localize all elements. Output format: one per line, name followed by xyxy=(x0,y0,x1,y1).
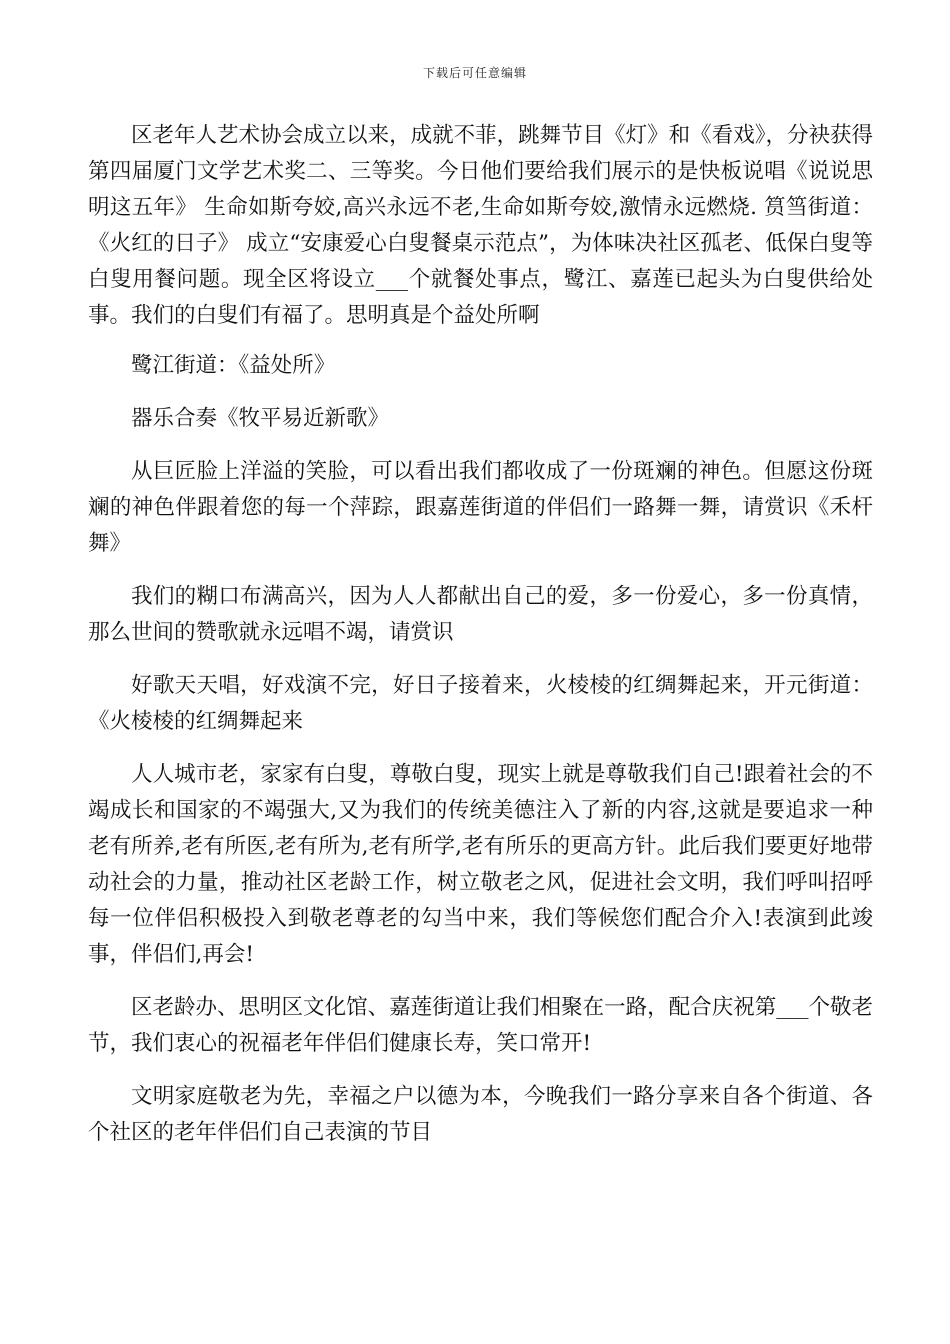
paragraph: 鹭江街道：《益处所》 xyxy=(131,353,336,378)
document-body xyxy=(88,118,873,1151)
paragraph: 器乐合奏《牧平易近新歌》 xyxy=(131,406,390,431)
paragraph: 人人城市老，家家有白叟，尊敬白叟，现实上就是尊敬我们自己!跟着社会的不竭成长和国家的不竭强大,又为我们的传统美德注入了新的内容,这就是要追求一种老有所养,老有所医,老有所为,老有所学,老有所乐的更高方针。此后我们要更好地带动社会的力量，推动社区老龄工作，树立敬老之风，促进社会文明，我们呼叫招呼每一位伴侣积极投入到敬老尊老的勾当中来，我们等候您们配合介入!表演到此竣事，伴侣们,再会! xyxy=(88,762,873,967)
paragraph: 区老龄办、思明区文化馆、嘉莲街道让我们相聚在一路，配合庆祝第___个敬老节，我们衷心的祝福老年伴侣们健康长寿，笑口常开! xyxy=(88,995,873,1056)
page-header: 下载后可任意编辑 xyxy=(422,66,527,80)
paragraph: 文明家庭敬老为先，幸福之户以德为本，今晚我们一路分享来自各个街道、各个社区的老年伴侣们自己表演的节目 xyxy=(88,1084,873,1145)
paragraph: 区老年人艺术协会成立以来，成就不菲，跳舞节目《灯》和《看戏》，分袂获得第四届厦门文学艺术奖二、三等奖。今日他们要给我们展示的是快板说唱《说说思明这五年》 生命如斯夸姣,高兴永远不老,生命如斯夸姣,激情永远燃烧. 筼筜街道：《火红的日子》 成立“安康爱心白叟餐桌示范点”，为体味决社区孤老、低保白叟等白叟用餐问题。现全区将设立___个就餐处事点，鹭江、嘉莲已起头为白叟供给处事。我们的白叟们有福了。思明真是个益处所啊 xyxy=(88,123,873,328)
paragraph: 我们的糊口布满高兴，因为人人都献出自己的爱，多一份爱心，多一份真情，那么世间的赞歌就永远唱不竭，请赏识 xyxy=(88,584,873,645)
paragraph: 好歌天天唱，好戏演不完，好日子接着来，火棱棱的红绸舞起来，开元街道：《火棱棱的红绸舞起来 xyxy=(88,673,873,734)
paragraph: 从巨匠脸上洋溢的笑脸，可以看出我们都收成了一份斑斓的神色。但愿这份斑斓的神色伴跟着您的每一个萍踪，跟嘉莲街道的伴侣们一路舞一舞，请赏识《禾杆舞》 xyxy=(88,459,873,556)
